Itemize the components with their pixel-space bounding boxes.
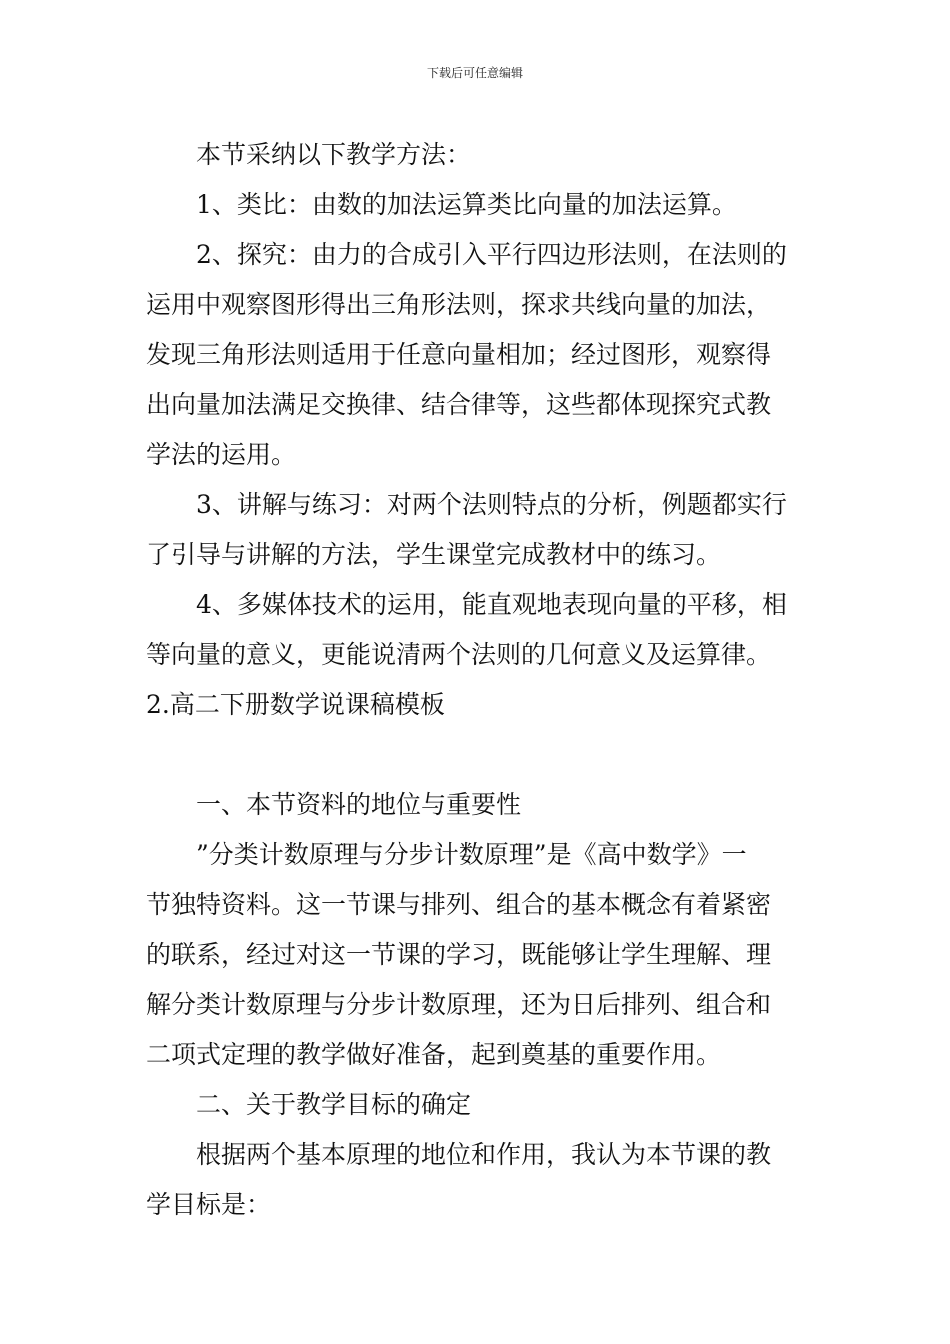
blank-line: [146, 730, 808, 780]
paragraph-line: 4、多媒体技术的运用，能直观地表现向量的平移，相: [196, 590, 787, 619]
paragraph-line: 3、讲解与练习：对两个法则特点的分析，例题都实行: [196, 490, 787, 519]
paragraph-line: 的联系，经过对这一节课的学习，既能够让学生理解、理: [146, 940, 772, 969]
paragraph-line: 了引导与讲解的方法，学生课堂完成教材中的练习。: [146, 540, 722, 569]
paragraph-line: 运用中观察图形得出三角形法则，探求共线向量的加法，: [146, 290, 772, 319]
paragraph-line: 出向量加法满足交换律、结合律等，这些都体现探究式教: [146, 390, 772, 419]
paragraph-line: 本节采纳以下教学方法：: [196, 140, 472, 169]
paragraph-line: 根据两个基本原理的地位和作用，我认为本节课的教: [196, 1140, 772, 1169]
paragraph-line: 二项式定理的教学做好准备，起到奠基的重要作用。: [146, 1040, 722, 1069]
paragraph-line: 1、类比：由数的加法运算类比向量的加法运算。: [196, 190, 737, 219]
page-header: 下载后可任意编辑: [426, 66, 523, 80]
paragraph-line: 发现三角形法则适用于任意向量相加；经过图形，观察得: [146, 340, 772, 369]
paragraph-line: 学目标是：: [146, 1190, 272, 1219]
subsection-heading: 一、本节资料的地位与重要性: [196, 790, 522, 819]
paragraph-line: 解分类计数原理与分步计数原理，还为日后排列、组合和: [146, 990, 772, 1019]
paragraph-line: 学法的运用。: [146, 440, 297, 469]
paragraph-line: 2、探究：由力的合成引入平行四边形法则，在法则的: [196, 240, 787, 269]
subsection-heading: 二、关于教学目标的确定: [196, 1090, 472, 1119]
section-heading: 2.高二下册数学说课稿模板: [146, 690, 445, 719]
paragraph-line: 等向量的意义，更能说清两个法则的几何意义及运算律。: [146, 640, 772, 669]
document-body: [146, 130, 808, 1230]
paragraph-line: 节独特资料。这一节课与排列、组合的基本概念有着紧密: [146, 890, 772, 919]
paragraph-line: ”分类计数原理与分步计数原理”是《高中数学》一: [196, 840, 747, 869]
